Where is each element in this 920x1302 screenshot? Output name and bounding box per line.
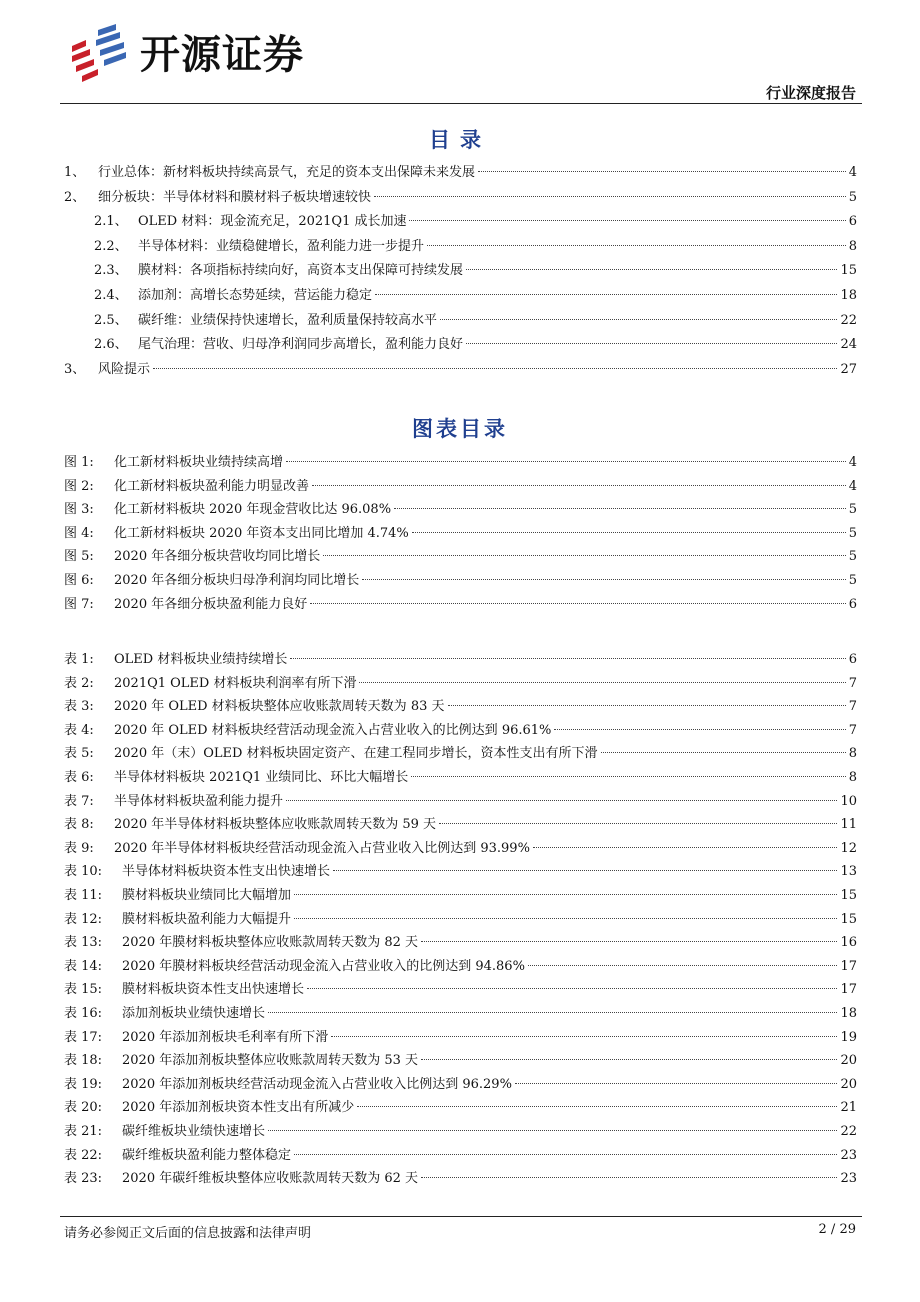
table-item-text: 碳纤维板块盈利能力整体稳定	[122, 1147, 292, 1163]
toc-item-number: 2.5、	[94, 312, 128, 328]
figure-item-text: 化工新材料板块盈利能力明显改善	[114, 478, 310, 494]
dot-leader	[331, 1036, 837, 1037]
table-item-number: 表 23:	[64, 1171, 103, 1187]
table-item-text: 2020 年添加剂板块资本性支出有所减少	[122, 1100, 355, 1116]
toc-item-page: 15	[840, 263, 857, 279]
table-item-text: OLED 材料板块业绩持续增长	[114, 652, 288, 667]
figure-item-text: 2020 年各细分板块营收均同比增长	[114, 549, 321, 565]
table-item-text: 2020 年添加剂板块经营活动现金流入占营业收入比例达到 96.29%	[122, 1076, 512, 1092]
table-item[interactable]	[64, 696, 857, 718]
toc-item-page: 24	[840, 337, 857, 353]
toc-item-text: 细分板块：半导体材料和膜材料子板块增速较快	[98, 189, 372, 205]
toc-item[interactable]	[64, 187, 857, 209]
dot-leader	[394, 508, 846, 509]
table-item-page: 17	[840, 958, 857, 974]
toc-title: 目录	[429, 128, 491, 152]
table-item-number: 表 12:	[64, 911, 103, 927]
table-item-number: 表 16:	[64, 1006, 103, 1021]
dot-leader	[439, 823, 837, 824]
table-item-text: 2020 年 OLED 材料板块经营活动现金流入占营业收入的比例达到 96.61%	[114, 722, 552, 738]
table-item-page: 8	[848, 746, 857, 762]
table-item-page: 7	[848, 722, 857, 738]
table-item[interactable]	[64, 791, 857, 813]
report-type-label: 行业深度报告	[765, 84, 856, 102]
dot-leader	[374, 196, 846, 197]
toc-item-number: 2.2、	[94, 238, 128, 254]
table-item[interactable]	[64, 885, 857, 907]
table-item-page: 20	[840, 1076, 857, 1092]
toc-item-number: 2、	[64, 189, 86, 205]
table-item-page: 17	[840, 982, 857, 998]
dot-leader	[601, 752, 846, 753]
toc-item-text: 添加剂：高增长态势延续，营运能力稳定	[138, 288, 373, 303]
toc-item-text: 尾气治理：营收、归母净利润同步高增长，盈利能力良好	[138, 337, 464, 353]
table-item-text: 2020 年膜材料板块经营活动现金流入占营业收入的比例达到 94.86%	[122, 958, 525, 974]
dot-leader	[312, 485, 846, 486]
table-item-page: 23	[840, 1171, 857, 1187]
table-item[interactable]	[64, 838, 857, 860]
figure-item-text: 2020 年各细分板块归母净利润均同比增长	[114, 573, 360, 588]
toc-item-page: 22	[840, 312, 857, 328]
table-item-text: 2020 年 OLED 材料板块整体应收账款周转天数为 83 天	[114, 699, 445, 715]
table-item-page: 15	[840, 888, 857, 903]
table-item-number: 表 9:	[64, 840, 94, 856]
page-number: 2 / 29	[818, 1222, 856, 1237]
table-item[interactable]	[64, 1050, 857, 1072]
dot-leader	[294, 894, 837, 895]
table-item-text: 半导体材料板块 2021Q1 业绩同比、环比大幅增长	[114, 770, 409, 785]
dot-leader	[421, 1177, 837, 1178]
table-item-page: 7	[848, 699, 857, 715]
figure-item[interactable]	[64, 546, 857, 568]
table-item-text: 半导体材料板块资本性支出快速增长	[122, 864, 331, 880]
dot-leader	[286, 800, 837, 801]
table-item[interactable]	[64, 1027, 857, 1049]
dot-leader	[294, 918, 837, 919]
table-item-text: 碳纤维板块业绩快速增长	[122, 1124, 266, 1139]
table-item-text: 半导体材料板块盈利能力提升	[114, 793, 284, 809]
dot-leader	[323, 555, 846, 556]
table-item-number: 表 14:	[64, 958, 103, 974]
figure-item[interactable]	[64, 570, 857, 592]
table-item-page: 12	[840, 840, 857, 856]
table-item[interactable]	[64, 1003, 857, 1025]
toc-item-text: 半导体材料：业绩稳健增长，盈利能力进一步提升	[138, 238, 425, 254]
table-item-page: 19	[840, 1029, 857, 1045]
table-item-page: 7	[848, 675, 857, 691]
toc-item-number: 2.3、	[94, 263, 128, 279]
table-item-page: 10	[840, 793, 857, 809]
table-item-text: 添加剂板块业绩快速增长	[122, 1006, 266, 1021]
dot-leader	[286, 461, 846, 462]
figure-item-number: 图 5:	[64, 549, 94, 565]
figure-item[interactable]	[64, 452, 857, 474]
table-item-text: 2021Q1 OLED 材料板块利润率有所下滑	[114, 675, 357, 691]
toc-item-number: 2.4、	[94, 288, 128, 303]
table-item-text: 膜材料板块盈利能力大幅提升	[122, 911, 292, 927]
toc-item-number: 2.1、	[94, 214, 128, 230]
table-item-text: 膜材料板块资本性支出快速增长	[122, 982, 305, 998]
toc-item[interactable]	[94, 260, 857, 282]
dot-leader	[310, 603, 846, 604]
table-item[interactable]	[64, 956, 857, 978]
dot-leader	[427, 245, 846, 246]
table-item[interactable]	[64, 932, 857, 954]
table-item-number: 表 17:	[64, 1029, 103, 1045]
table-item-page: 16	[840, 935, 857, 951]
dot-leader	[359, 682, 845, 683]
dot-leader	[357, 1106, 837, 1107]
table-item-number: 表 1:	[64, 652, 94, 667]
dot-leader	[290, 658, 845, 659]
table-item-number: 表 21:	[64, 1124, 103, 1139]
dot-leader	[153, 368, 837, 369]
toc-item-page: 27	[840, 361, 857, 377]
toc-item-text: OLED 材料：现金流充足，2021Q1 成长加速	[138, 214, 407, 230]
toc-item-text: 膜材料：各项指标持续向好，高资本支出保障可持续发展	[138, 263, 464, 279]
table-item[interactable]	[64, 720, 857, 742]
figure-item-text: 化工新材料板块业绩持续高增	[114, 455, 284, 470]
toc-item[interactable]	[94, 310, 857, 332]
figure-item-page: 4	[848, 455, 857, 470]
dot-leader	[362, 579, 846, 580]
table-item[interactable]	[64, 1074, 857, 1096]
dot-leader	[268, 1130, 837, 1131]
footer-divider	[60, 1216, 862, 1217]
table-item-text: 2020 年（末）OLED 材料板块固定资产、在建工程同步增长，资本性支出有所下滑	[114, 746, 598, 762]
figure-item-number: 图 2:	[64, 478, 94, 494]
toc-item[interactable]	[94, 211, 857, 233]
figure-item-page: 5	[848, 525, 857, 541]
figure-item-number: 图 6:	[64, 573, 94, 588]
table-item[interactable]	[64, 767, 857, 789]
table-item-page: 13	[840, 864, 857, 880]
table-item[interactable]	[64, 979, 857, 1001]
dot-leader	[528, 965, 838, 966]
table-item[interactable]	[64, 814, 857, 836]
figure-item-text: 化工新材料板块 2020 年资本支出同比增加 4.74%	[114, 525, 409, 541]
table-item-page: 23	[840, 1147, 857, 1163]
figure-item-page: 5	[848, 502, 857, 518]
table-item-page: 21	[840, 1100, 857, 1116]
toc-item-page: 4	[848, 165, 857, 180]
figure-item-text: 2020 年各细分板块盈利能力良好	[114, 596, 308, 612]
table-item-number: 表 19:	[64, 1076, 103, 1092]
table-item-page: 22	[840, 1124, 857, 1139]
toc-item-page: 6	[848, 214, 857, 230]
table-item[interactable]	[64, 861, 857, 883]
table-item-number: 表 7:	[64, 793, 94, 809]
dot-leader	[307, 988, 837, 989]
toc-item[interactable]	[94, 236, 857, 258]
toc-item-page: 18	[840, 288, 857, 303]
figure-item-number: 图 3:	[64, 502, 94, 518]
table-item-text: 2020 年碳纤维板块整体应收账款周转天数为 62 天	[122, 1171, 419, 1187]
table-item-text: 2020 年添加剂板块整体应收账款周转天数为 53 天	[122, 1053, 419, 1069]
table-item[interactable]	[64, 909, 857, 931]
table-item[interactable]	[64, 1097, 857, 1119]
figure-item[interactable]	[64, 499, 857, 521]
table-item[interactable]	[64, 743, 857, 765]
figure-item-number: 图 4:	[64, 525, 94, 541]
figure-item-page: 6	[848, 596, 857, 612]
dot-leader	[466, 343, 837, 344]
figure-item[interactable]	[64, 594, 857, 616]
figure-list-title: 图表目录	[412, 417, 508, 441]
header-divider	[60, 103, 862, 104]
toc-item-page: 5	[848, 189, 857, 205]
table-item-number: 表 22:	[64, 1147, 103, 1163]
table-item-text: 2020 年添加剂板块毛利率有所下滑	[122, 1029, 329, 1045]
figure-item-page: 5	[848, 549, 857, 565]
figure-item[interactable]	[64, 523, 857, 545]
table-item-number: 表 2:	[64, 675, 94, 691]
dot-leader	[466, 269, 837, 270]
dot-leader	[268, 1012, 837, 1013]
dot-leader	[412, 532, 846, 533]
table-item-number: 表 6:	[64, 770, 94, 785]
figure-item-number: 图 7:	[64, 596, 94, 612]
toc-item-text: 碳纤维：业绩保持快速增长，盈利质量保持较高水平	[138, 312, 438, 328]
figure-item-text: 化工新材料板块 2020 年现金营收比达 96.08%	[114, 502, 392, 518]
dot-leader	[411, 776, 845, 777]
table-item-number: 表 8:	[64, 817, 94, 833]
figure-item-page: 4	[848, 478, 857, 494]
table-item-text: 2020 年半导体材料板块经营活动现金流入占营业收入比例达到 93.99%	[114, 840, 530, 856]
dot-leader	[375, 294, 837, 295]
toc-item[interactable]	[64, 162, 857, 184]
figure-item-number: 图 1:	[64, 455, 94, 470]
table-item[interactable]	[64, 649, 857, 671]
table-item-number: 表 15:	[64, 982, 103, 998]
dot-leader	[448, 705, 846, 706]
dot-leader	[294, 1154, 837, 1155]
table-item-page: 18	[840, 1006, 857, 1021]
table-item-text: 2020 年膜材料板块整体应收账款周转天数为 82 天	[122, 935, 419, 951]
table-item-number: 表 20:	[64, 1100, 103, 1116]
dot-leader	[515, 1083, 838, 1084]
table-item-number: 表 3:	[64, 699, 94, 715]
footer-disclaimer: 请务必参阅正文后面的信息披露和法律声明	[64, 1226, 312, 1241]
toc-item-page: 8	[848, 238, 857, 254]
toc-item[interactable]	[64, 359, 857, 381]
toc-item-number: 2.6、	[94, 337, 128, 353]
table-item[interactable]	[64, 1121, 857, 1143]
logo-mark-icon	[68, 24, 132, 86]
table-item-page: 20	[840, 1053, 857, 1069]
dot-leader	[554, 729, 845, 730]
table-item[interactable]	[64, 1168, 857, 1190]
table-item-number: 表 11:	[64, 888, 103, 903]
dot-leader	[421, 1059, 837, 1060]
table-item-text: 2020 年半导体材料板块整体应收账款周转天数为 59 天	[114, 817, 437, 833]
table-item-page: 11	[840, 817, 857, 833]
table-item-number: 表 4:	[64, 722, 94, 738]
table-item-number: 表 18:	[64, 1053, 103, 1069]
table-item-text: 膜材料板块业绩同比大幅增加	[122, 888, 292, 903]
dot-leader	[333, 870, 837, 871]
logo-text: 开源证券	[140, 32, 304, 78]
toc-item-number: 3、	[64, 361, 86, 377]
table-item-number: 表 5:	[64, 746, 94, 762]
dot-leader	[533, 847, 838, 848]
toc-item-text: 行业总体：新材料板块持续高景气，充足的资本支出保障未来发展	[98, 165, 476, 180]
toc-item[interactable]	[94, 334, 857, 356]
table-item-number: 表 10:	[64, 864, 103, 880]
table-item-page: 15	[840, 911, 857, 927]
toc-item[interactable]	[94, 285, 857, 307]
dot-leader	[440, 319, 837, 320]
table-item[interactable]	[64, 673, 857, 695]
table-item[interactable]	[64, 1145, 857, 1167]
dot-leader	[478, 171, 846, 172]
table-item-page: 6	[848, 652, 857, 667]
dot-leader	[409, 220, 845, 221]
toc-item-text: 风险提示	[98, 361, 151, 377]
figure-item-page: 5	[848, 573, 857, 588]
company-logo	[68, 24, 348, 86]
toc-item-number: 1、	[64, 165, 86, 180]
figure-item[interactable]	[64, 476, 857, 498]
table-item-number: 表 13:	[64, 935, 103, 951]
dot-leader	[421, 941, 837, 942]
table-item-page: 8	[848, 770, 857, 785]
